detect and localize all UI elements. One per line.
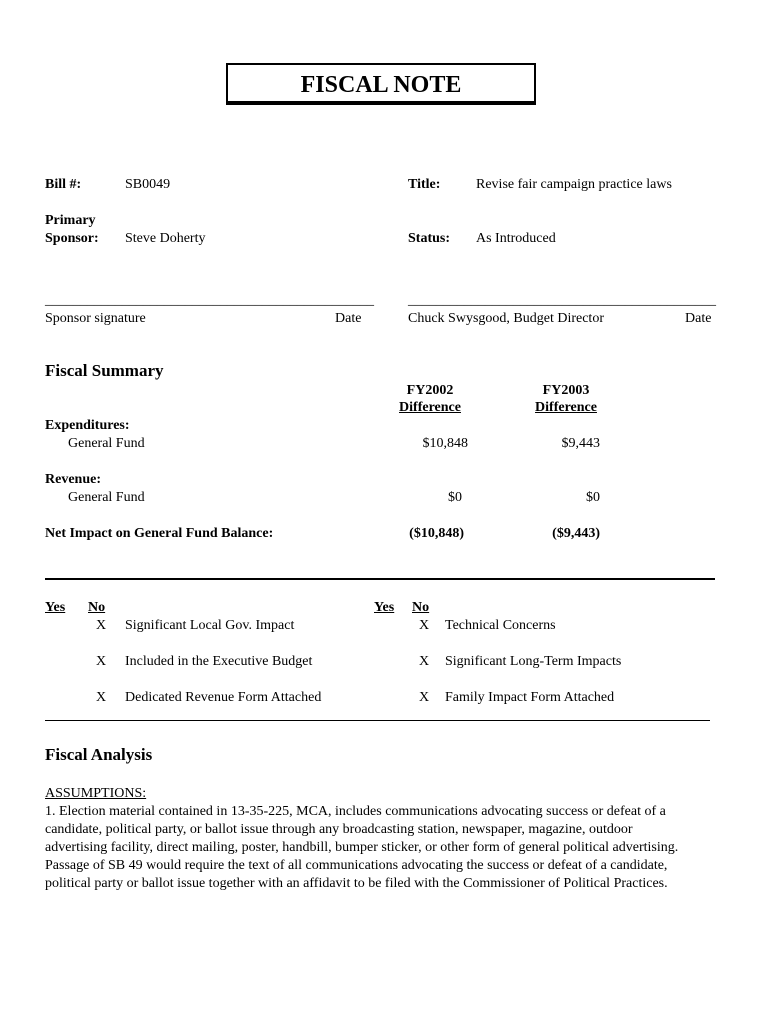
status-value: As Introduced (476, 231, 556, 246)
checklist-bottom-divider (45, 720, 710, 721)
left-mark-3: X (96, 690, 107, 705)
fy2002-difference-header: Difference (399, 400, 461, 415)
director-signature-line: ____________________________________________ (408, 293, 716, 308)
primary-label: Primary (45, 213, 96, 228)
checklist-top-divider (45, 578, 715, 580)
fiscal-summary-heading: Fiscal Summary (45, 361, 164, 380)
title-label: Title: (408, 177, 441, 192)
revenue-label: Revenue: (45, 472, 101, 487)
expenditures-label: Expenditures: (45, 418, 130, 433)
sponsor-label: Sponsor: (45, 231, 99, 246)
bill-title: Revise fair campaign practice laws (476, 177, 672, 192)
left-no-header: No (88, 600, 106, 615)
right-item-3: Family Impact Form Attached (445, 690, 615, 705)
revenue-fy2003: $0 (586, 490, 600, 505)
assumption-paragraph: 1. Election material contained in 13-35-225, MCA, includes communications advocating success or defeat of a candidate, political party, or ballot issue through any broadcasting station, newspaper, magazine, outdoor advertising facility, direct mailing, poster, handbill, bumper sticker, or other form of general political advertising. Passage of SB 49 would require the text of all communications advocating the success or defeat of a candidate, political party or ballot issue together with an affidavit to be filed with the Commissioner of Political Practices. (45, 804, 679, 892)
sponsor-signature-line: _______________________________________________ (45, 293, 374, 308)
assumptions-label: ASSUMPTIONS: (45, 786, 147, 801)
bill-number-label: Bill #: (45, 177, 82, 192)
left-mark-2: X (96, 654, 107, 669)
right-no-header: No (412, 600, 430, 615)
revenue-fund-label: General Fund (68, 490, 145, 505)
right-yes-header: Yes (374, 600, 395, 615)
fy2003-difference-header: Difference (535, 400, 597, 415)
left-item-1: Significant Local Gov. Impact (125, 618, 295, 633)
right-mark-3: X (419, 690, 430, 705)
sponsor-name: Steve Doherty (125, 231, 206, 246)
fiscal-analysis-heading: Fiscal Analysis (45, 745, 153, 764)
net-impact-label: Net Impact on General Fund Balance: (45, 526, 274, 541)
left-item-3: Dedicated Revenue Form Attached (125, 690, 322, 705)
director-signature-label: Chuck Swysgood, Budget Director (408, 311, 604, 326)
left-mark-1: X (96, 618, 107, 633)
sponsor-date-label: Date (335, 311, 362, 326)
expenditures-fy2003: $9,443 (561, 436, 600, 451)
expenditures-fund-label: General Fund (68, 436, 145, 451)
right-item-2: Significant Long-Term Impacts (445, 654, 622, 669)
right-item-1: Technical Concerns (445, 618, 556, 633)
expenditures-fy2002: $10,848 (422, 436, 468, 451)
page-title: FISCAL NOTE (300, 72, 462, 98)
right-mark-1: X (419, 618, 430, 633)
left-yes-header: Yes (45, 600, 66, 615)
right-mark-2: X (419, 654, 430, 669)
left-item-2: Included in the Executive Budget (125, 654, 313, 669)
bill-number: SB0049 (125, 177, 171, 192)
director-date-label: Date (685, 311, 712, 326)
status-label: Status: (408, 231, 451, 246)
revenue-fy2002: $0 (448, 490, 462, 505)
net-impact-fy2002: ($10,848) (409, 526, 464, 541)
sponsor-signature-label: Sponsor signature (45, 311, 146, 326)
net-impact-fy2003: ($9,443) (552, 526, 600, 541)
fiscal-note-title-box (226, 63, 536, 105)
fy2003-header: FY2003 (542, 383, 590, 398)
fy2002-header: FY2002 (406, 383, 454, 398)
